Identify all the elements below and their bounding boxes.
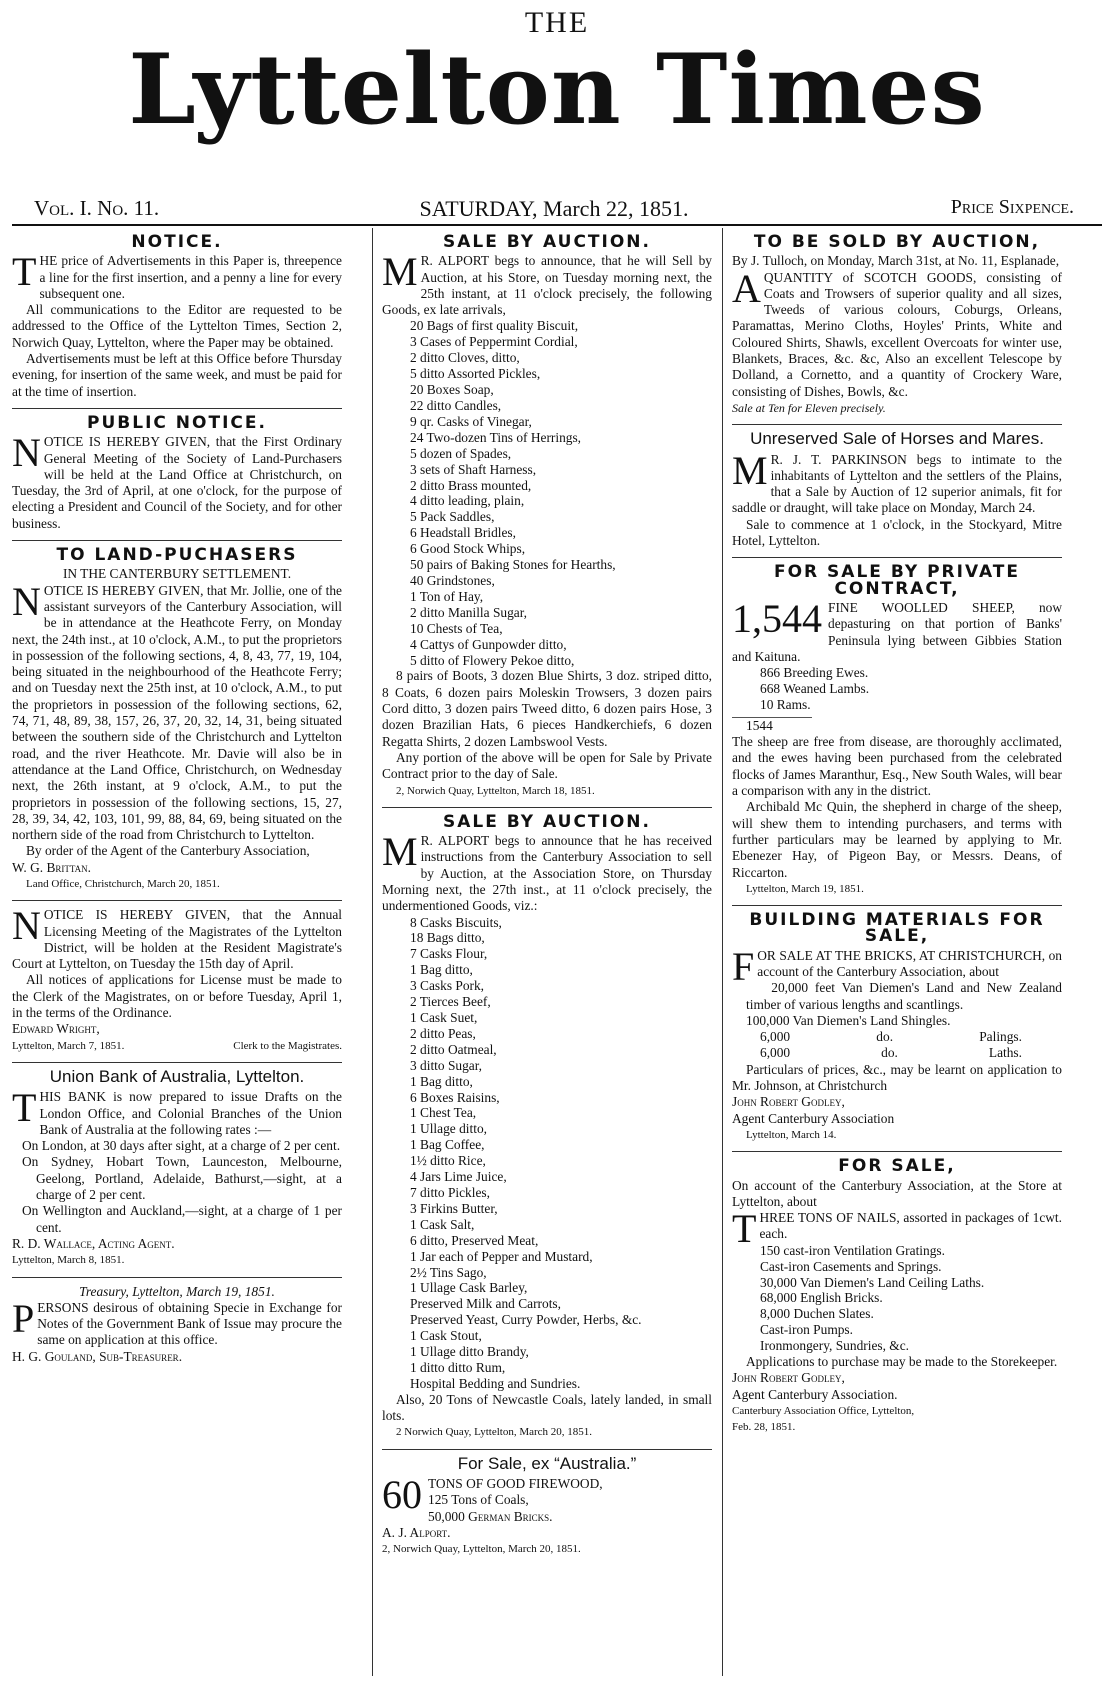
for-sale-heading: For Sale, ex “Australia.” [457, 1453, 637, 1473]
licensing-signature: Edward Wright, [12, 1021, 100, 1037]
sheep-total: 1544 [732, 717, 812, 734]
list-item: 3 Cases of Peppermint Cordial, [410, 334, 578, 350]
notice-paragraph: All communications to the Editor are requested to be addressed to the Office of the Lyttelton Times, Section 2, Norwich Quay, Lyttelton, where the Paper may be obtained. [12, 302, 342, 350]
column-divider [372, 228, 373, 1676]
public-notice-heading: PUBLIC NOTICE. [87, 412, 267, 433]
list-item: 3 ditto Sugar, [410, 1057, 482, 1073]
licensing-footer [12, 1038, 342, 1054]
drop-cap: M [732, 447, 768, 493]
drop-cap: M [382, 249, 418, 295]
list-item: 50 pairs of Baking Stones for Hearths, [410, 557, 616, 573]
list-item: 7 ditto Pickles, [410, 1184, 490, 1200]
public-notice-paragraph: NOTICE IS HEREBY GIVEN, that the First Ordinary General Meeting of the Society of Land-Purchasers will be held at the Land Office at Christchurch, on Tuesday, the 3rd of April, at one o'clock, for the purpose of electing a President and Council of the Society, and for other business. [12, 430, 342, 531]
drop-cap: T [12, 1085, 37, 1131]
list-item: 3 Casks Pork, [410, 978, 485, 994]
drop-cap: N [12, 430, 41, 476]
list-item: 1 Cask Stout, [410, 1328, 482, 1344]
divider [382, 807, 712, 808]
notice-paragraph: THE price of Advertisements in this Paper is, threepence a line for the first insertion, and a penny a line for every subsequent one. [12, 249, 342, 301]
divider [732, 1151, 1062, 1152]
auction-date: 2, Norwich Quay, Lyttelton, March 18, 1851. [396, 784, 595, 797]
firewood-date: 2, Norwich Quay, Lyttelton, March 20, 1851. [382, 1543, 581, 1556]
big-number: 60 [382, 1471, 422, 1517]
list-item: Cast-iron Casements and Springs. [760, 1258, 942, 1274]
land-date: Land Office, Christchurch, March 20, 1851. [26, 877, 220, 890]
bank-signature: R. D. Wallace, Acting Agent. [12, 1235, 175, 1251]
firewood-signature: A. J. Alport. [382, 1524, 451, 1540]
list-item: 9 qr. Casks of Vinegar, [410, 413, 532, 429]
list-item: 1 Cask Suet, [410, 1010, 478, 1026]
auction-heading: SALE BY AUCTION. [443, 232, 651, 252]
list-item: 18 Bags ditto, [410, 930, 485, 946]
list-item: 5 ditto Assorted Pickles, [410, 366, 541, 382]
building-ditto: do. [876, 1029, 894, 1045]
licensing-paragraph: All notices of applications for License must be made to the Clerk of the Magistrates, on or before Tuesday, April 1, in the terms of the Ordinance. [12, 972, 342, 1021]
drop-cap: N [12, 578, 41, 624]
list-item: 8 Casks Biscuits, [410, 914, 502, 930]
list-item: 5 Pack Saddles, [410, 509, 495, 525]
building-item: Laths. [988, 1045, 1022, 1061]
drop-cap: N [12, 903, 41, 949]
treasury-paragraph: PERSONS desirous of obtaining Specie in Exchange for Notes of the Government Bank of Issue may procure the same on application at this office. [12, 1295, 342, 1348]
nails-date: Feb. 28, 1851. [732, 1421, 796, 1434]
list-item: 1 Jar each of Pepper and Mustard, [410, 1248, 593, 1264]
bank-date: Lyttelton, March 8, 1851. [12, 1254, 125, 1267]
list-item: 1 Ullage Cask Barley, [410, 1280, 528, 1296]
list-item: 1 Ullage ditto, [410, 1121, 487, 1137]
list-item: 1 Chest Tea, [410, 1105, 477, 1121]
bank-heading: Union Bank of Australia, Lyttelton. [49, 1066, 305, 1086]
list-item: 1 ditto ditto Rum, [410, 1359, 506, 1375]
bank-rate: On Sydney, Hobart Town, Launceston, Melbourne, Geelong, Portland, Adelaide, Bathurst,—sight, at a charge of 2 per cent. [22, 1154, 342, 1203]
divider [12, 900, 342, 901]
building-paragraph: FOR SALE AT THE BRICKS, AT CHRISTCHURCH, on account of the Canterbury Association, about [732, 943, 1062, 989]
column-2 [382, 232, 712, 1557]
private-contract-heading: FOR SALE BY PRIVATE CONTRACT, [773, 562, 1021, 599]
nails-date: Canterbury Association Office, Lyttelton, [732, 1404, 915, 1417]
building-paragraph: Particulars of prices, &c., may be learnt on application to Mr. Johnson, at Christchurch [732, 1061, 1062, 1094]
list-item: 3 Firkins Butter, [410, 1200, 498, 1216]
scotch-goods-paragraph: A QUANTITY of SCOTCH GOODS, consisting of Coats and Trowsers of superior quality and all sizes, Tweeds of various colours, Coburgs, Orleans, Paramattas, Merino Cloths, Hoyles' Prints, White and Coloured Shirts, Shawls, excellent Overcoats for winter use, Blankets, Braces, &c. &c, Also an excellent Telescope by Dolland, a Cornetto, and a quantity of Crockery Ware, consisting of Dishes, Bowls, &c. [732, 265, 1062, 399]
list-item: 2 ditto Cloves, ditto, [410, 350, 520, 366]
land-purchasers-paragraph: NOTICE IS HEREBY GIVEN, that Mr. Jollie, one of the assistant surveyors of the Canterbury Association, will be in attendance at the Heathcote Ferry, on Monday next, the 24th inst., at 10 o'clock, A.M., to put the proprietors in possession of the following sections, 4, 8, 43, 77, 19, 104, being situated in the neighbourhood of the Heathcote Ferry; and on Tuesday next the 25th inst, at 10 o'clock, A.M., to put the proprietors in possession of the following sections, 62, 74, 71, 48, 89, 38, 157, 26, 37, 20, 32, 14, 31, being situated between the southern side of the Christchurch and Lyttelton road, and the river Heathcote. Mr. Davie will also be in attendance at the Land Office, Christchurch, on Wednesday next, the 26th instant, at 9 o'clock, A.M., to put the proprietors in possession of the following sections, 15, 27, 28, 39, 34, 42, 103, 101, 99, 88, 84, 69, being situated on the northern side of the road from Christchurch to Lyttelton. [12, 578, 342, 843]
building-signature: John Robert Godley, [732, 1094, 845, 1110]
divider [12, 1277, 342, 1278]
list-item: Hospital Bedding and Sundries. [410, 1375, 581, 1391]
land-purchasers-heading: TO LAND-PUCHASERS [56, 545, 298, 566]
horses-heading: Unreserved Sale of Horses and Mares. [750, 429, 1044, 449]
list-item: 2 ditto Oatmeal, [410, 1041, 497, 1057]
building-row [732, 1029, 1062, 1045]
list-item: 5 ditto of Flowery Pekoe ditto, [410, 652, 575, 668]
list-item: 2 Tierces Beef, [410, 994, 491, 1010]
list-item: Preserved Yeast, Curry Powder, Herbs, &c. [410, 1312, 642, 1328]
list-item: 4 ditto leading, plain, [410, 493, 525, 509]
firewood-paragraph: 60 TONS OF GOOD FIREWOOD, [382, 1471, 603, 1517]
divider [12, 408, 342, 409]
list-item: Cast-iron Pumps. [760, 1322, 853, 1338]
drop-cap: F [732, 943, 755, 989]
treasury-signature: H. G. Gouland, Sub-Treasurer. [12, 1348, 183, 1364]
sheep-paragraph: Archibald Mc Quin, the shepherd in charge of the sheep, will shew them to intending purchasers, and terms with further particulars may be learned by applying to Mr. Ebenezer Hay, of Pigeon Bay, or Messrs. Deans, of Riccarton. [732, 799, 1062, 880]
list-item: 2½ Tins Sago, [410, 1264, 487, 1280]
list-item: 22 ditto Candles, [410, 398, 502, 414]
drop-cap: T [732, 1206, 757, 1252]
divider [12, 540, 342, 541]
price: Price Sixpence. [950, 196, 1074, 218]
list-item: 150 cast-iron Ventilation Gratings. [760, 1242, 945, 1258]
sheep-date: Lyttelton, March 19, 1851. [746, 882, 864, 895]
list-item: 30,000 Van Diemen's Land Ceiling Laths. [760, 1274, 985, 1290]
masthead-title: Lyttelton Times [128, 33, 986, 146]
list-item: 2 ditto Brass mounted, [410, 477, 532, 493]
auction-heading: SALE BY AUCTION. [443, 811, 651, 832]
list-item: 4 Cattys of Gunpowder ditto, [410, 636, 567, 652]
list-item: 1 Cask Salt, [410, 1216, 475, 1232]
building-row [732, 1045, 1062, 1061]
masthead-the: THE [524, 6, 590, 39]
list-item: 20 Boxes Soap, [410, 382, 494, 398]
building-line: 20,000 feet Van Diemen's Land and New Zealand timber of various lengths and scantlings. [746, 980, 1062, 1012]
list-item: 1 Ullage ditto Brandy, [410, 1344, 529, 1360]
nails-signature-title: Agent Canterbury Association. [732, 1386, 898, 1402]
list-item: 1 Bag ditto, [410, 962, 473, 978]
sheep-paragraph: 1,544 FINE WOOLLED SHEEP, now depasturing on that portion of Banks' Peninsula lying between Gibbies Station and Kaituna. [732, 595, 1062, 664]
building-qty: 6,000 [760, 1045, 791, 1061]
divider [12, 1062, 342, 1063]
sheep-list [732, 665, 1062, 713]
building-line: 100,000 Van Diemen's Land Shingles. [746, 1012, 951, 1028]
list-item: 5 dozen of Spades, [410, 445, 512, 461]
auction-paragraph: M R. ALPORT begs to announce that he has received instructions from the Canterbury Association to sell by Auction, at the Association Store, on Thursday Morning next, the 27th inst., at 11 o'clock precisely, the undermentioned Goods, viz.: [382, 829, 712, 914]
building-ditto: do. [881, 1045, 898, 1061]
list-item: 8,000 Duchen Slates. [760, 1306, 874, 1322]
drop-cap: A [732, 265, 761, 311]
list-item: 10 Chests of Tea, [410, 620, 503, 636]
divider [732, 557, 1062, 558]
top-rule [12, 224, 1102, 226]
auction-paragraph: Any portion of the above will be open for Sale by Private Contract prior to the day of Sale. [382, 749, 712, 782]
firewood-line: 50,000 German Bricks. [428, 1508, 553, 1524]
land-purchasers-subheading: IN THE CANTERBURY SETTLEMENT. [62, 566, 292, 582]
sold-by-auction-heading: TO BE SOLD BY AUCTION, [753, 232, 1041, 252]
divider [732, 905, 1062, 906]
list-item: 2 ditto Manilla Sugar, [410, 604, 527, 620]
building-item: Palings. [979, 1029, 1022, 1045]
list-item: 7 Casks Flour, [410, 946, 488, 962]
list-item: 1 Ton of Hay, [410, 588, 484, 604]
treasury-heading: Treasury, Lyttelton, March 19, 1851. [79, 1283, 275, 1299]
list-item: 6 ditto, Preserved Meat, [410, 1232, 539, 1248]
auction-date: 2 Norwich Quay, Lyttelton, March 20, 1851. [396, 1426, 593, 1439]
land-by-order: By order of the Agent of the Canterbury Association, [26, 843, 310, 859]
auction-paragraph: M R. ALPORT begs to announce, that he will Sell by Auction, at his Store, on Tuesday morning next, the 25th instant, at 11 o'clock precisely, the following Goods, ex late arrivals, [382, 249, 712, 318]
building-date: Lyttelton, March 14. [746, 1128, 837, 1141]
sheep-paragraph: The sheep are free from disease, are thoroughly acclimated, and the ewes having been purchased from the celebrated flocks of James Maranthur, Esq., New South Wales, will bear a comparison with any in the district. [732, 734, 1062, 799]
divider [382, 1449, 712, 1450]
bank-rate: On Wellington and Auckland,—sight, at a charge of 1 per cent. [22, 1203, 342, 1235]
materials-list [732, 1243, 1062, 1354]
dateline [34, 196, 1074, 226]
auction-item-list [382, 915, 712, 1392]
list-item: 40 Grindstones, [410, 572, 495, 588]
drop-cap: M [382, 829, 418, 875]
licensing-date: Lyttelton, March 7, 1851. [12, 1039, 125, 1052]
for-sale-heading: FOR SALE, [838, 1156, 956, 1177]
list-item: 6 Boxes Raisins, [410, 1089, 500, 1105]
big-number: 1,544 [732, 595, 822, 641]
list-item: 10 Rams. [760, 696, 811, 712]
building-materials-heading: BUILDING MATERIALS FOR SALE, [749, 910, 1045, 947]
sold-subheading: By J. Tulloch, on Monday, March 31st, at No. 11, Esplanade, [732, 253, 1060, 269]
list-item: 24 Two-dozen Tins of Herrings, [410, 429, 582, 445]
notice-paragraph: Advertisements must be left at this Office before Thursday evening, for insertion of the same week, and must be paid for at the time of insertion. [12, 351, 342, 399]
licensing-paragraph: NOTICE IS HEREBY GIVEN, that the Annual Licensing Meeting of the Magistrates of the Lyttelton District, will be holden at the Resident Magistrate's Court at Lyttelton, on Tuesday the 15th day of April. [12, 903, 342, 972]
auction-item-list [382, 318, 712, 668]
divider [732, 424, 1062, 425]
nails-paragraph: THREE TONS OF NAILS, assorted in packages of 1cwt. each. [732, 1206, 1062, 1252]
list-item: 668 Weaned Lambs. [760, 681, 870, 697]
list-item: 6 Good Stock Whips, [410, 541, 526, 557]
list-item: 1 Bag ditto, [410, 1073, 473, 1089]
bank-rate: On London, at 30 days after sight, at a charge of 2 per cent. [22, 1138, 341, 1154]
list-item: 866 Breeding Ewes. [760, 665, 869, 681]
column-1 [12, 232, 342, 1365]
land-signature: W. G. Brittan. [12, 859, 92, 875]
list-item: 1½ ditto Rice, [410, 1153, 486, 1169]
column-3 [732, 232, 1062, 1436]
list-item: 4 Jars Lime Juice, [410, 1169, 507, 1185]
horses-paragraph: Sale to commence at 1 o'clock, in the Stockyard, Mitre Hotel, Lyttelton. [732, 516, 1062, 549]
auction-paragraph: Also, 20 Tons of Newcastle Coals, lately landed, in small lots. [382, 1391, 712, 1424]
notice-heading: NOTICE. [131, 232, 223, 252]
horses-paragraph: M R. J. T. PARKINSON begs to intimate to the inhabitants of Lyttelton and the settlers of the Plains, that a Sale by Auction of 12 superior animals, fit for saddle or draught, will take place on Monday, March 24. [732, 447, 1062, 516]
for-sale-subheading: On account of the Canterbury Association, at the Store at Lyttelton, about [732, 1177, 1062, 1209]
firewood-line: 125 Tons of Coals, [428, 1492, 529, 1508]
volume-number: Vol. I. No. 11. [34, 196, 160, 220]
bank-paragraph: THIS BANK is now prepared to issue Drafts on the London Office, and Colonial Branches of the Union Bank of Australia at the following rates :— [12, 1085, 342, 1137]
nails-signature: John Robert Godley, [732, 1370, 845, 1386]
auction-paragraph: 8 pairs of Boots, 3 dozen Blue Shirts, 3 doz. striped ditto, 8 Coats, 6 dozen pairs Moleskin Trowsers, 3 dozen pairs Cord ditto, 3 dozen pairs Tweed ditto, 6 dozen pairs Hose, 3 dozen Brazilian Hats, 6 pieces Handkerchiefs, 6 dozen Regatta Shirts, 2 dozen Lambswool Vests. [382, 668, 712, 749]
licensing-clerk: Clerk to the Magistrates. [233, 1039, 342, 1052]
sale-time: Sale at Ten for Eleven precisely. [732, 400, 886, 415]
nails-paragraph: Applications to purchase may be made to the Storekeeper. [746, 1354, 1058, 1370]
drop-cap: P [12, 1295, 35, 1341]
building-qty: 6,000 [760, 1029, 791, 1045]
column-divider [722, 228, 723, 1676]
list-item: 3 sets of Shaft Harness, [410, 461, 537, 477]
list-item: 6 Headstall Bridles, [410, 525, 516, 541]
building-signature-title: Agent Canterbury Association [732, 1110, 895, 1126]
drop-cap: T [12, 249, 37, 295]
issue-date: SATURDAY, March 22, 1851. [419, 196, 689, 221]
list-item: Preserved Milk and Carrots, [410, 1296, 561, 1312]
list-item: Ironmongery, Sundries, &c. [760, 1338, 910, 1354]
list-item: 68,000 English Bricks. [760, 1290, 883, 1306]
list-item: 2 ditto Peas, [410, 1025, 476, 1041]
list-item: 20 Bags of first quality Biscuit, [410, 318, 579, 334]
list-item: 1 Bag Coffee, [410, 1137, 485, 1153]
